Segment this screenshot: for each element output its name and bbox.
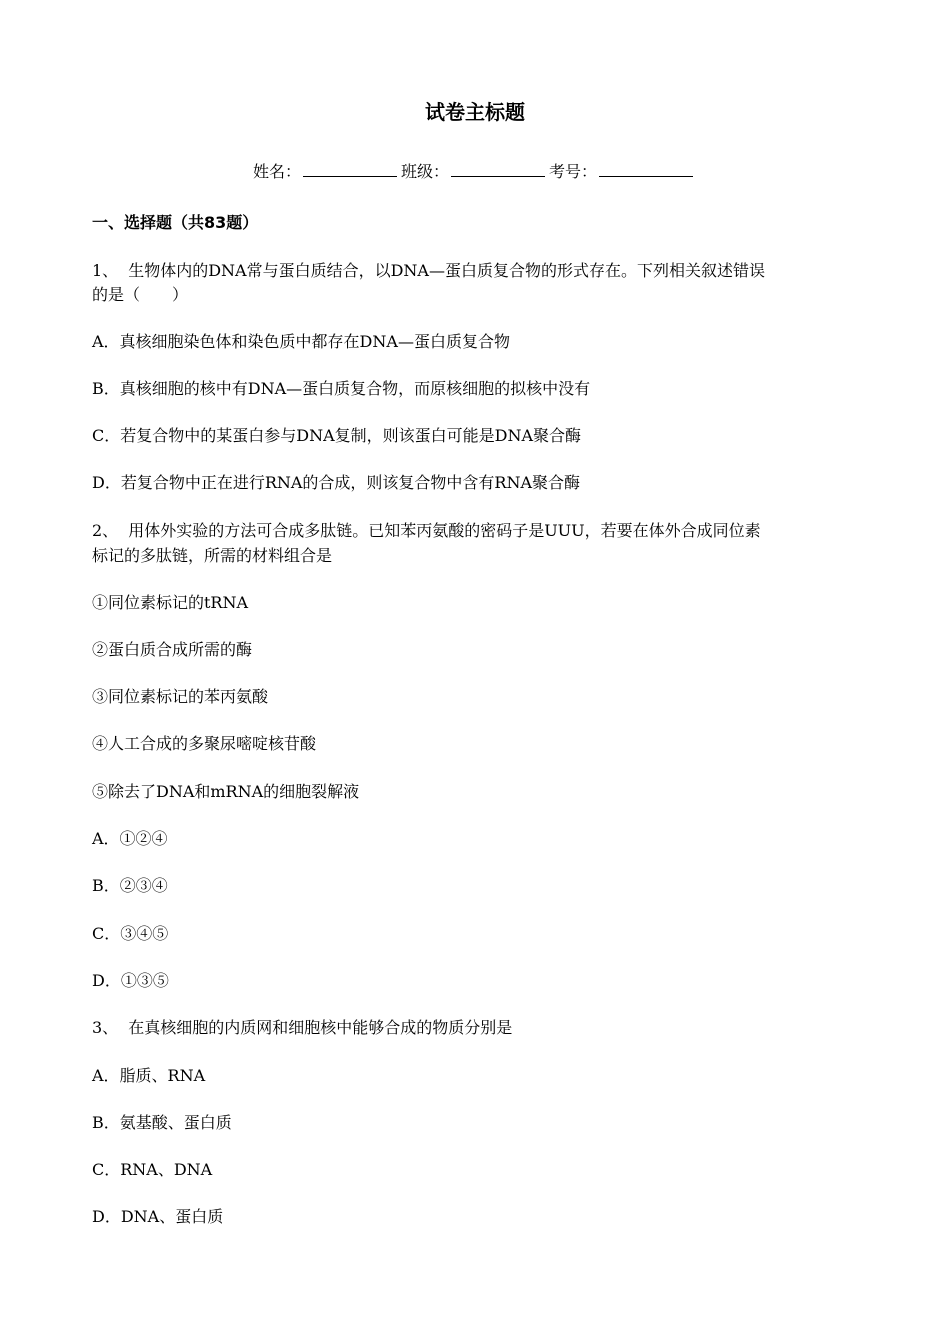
- question-1-option-b: B．真核细胞的核中有DNA—蛋白质复合物，而原核细胞的拟核中没有: [92, 379, 591, 398]
- exam-no-label: 考号：: [549, 162, 598, 181]
- question-3-option-d: D．DNA、蛋白质: [92, 1207, 224, 1226]
- question-3-option-b: B．氨基酸、蛋白质: [92, 1113, 232, 1132]
- question-number: 3、: [92, 1018, 119, 1037]
- question-1-option-c: C．若复合物中的某蛋白参与DNA复制，则该蛋白可能是DNA聚合酶: [92, 426, 582, 445]
- exam-no-blank: [599, 162, 693, 177]
- question-2-option-d: D．①③⑤: [92, 971, 169, 990]
- class-label: 班级：: [400, 162, 449, 181]
- question-2-item-3: ③同位素标记的苯丙氨酸: [92, 687, 269, 706]
- question-3-stem: [92, 1016, 872, 1040]
- question-2-item-5: ⑤除去了DNA和mRNA的细胞裂解液: [92, 782, 360, 801]
- question-1-stem: [92, 259, 872, 283]
- question-3-option-a: A．脂质、RNA: [92, 1066, 206, 1085]
- question-2-stem-cont: 标记的多肽链，所需的材料组合是: [92, 546, 333, 565]
- class-blank: [451, 162, 545, 177]
- question-2-item-1: ①同位素标记的tRNA: [92, 593, 249, 612]
- question-1-option-a: A．真核细胞染色体和染色质中都存在DNA—蛋白质复合物: [92, 332, 510, 351]
- question-number: 1、: [92, 261, 119, 280]
- question-text: 生物体内的DNA常与蛋白质结合，以DNA—蛋白质复合物的形式存在。下列相关叙述错误: [128, 261, 765, 280]
- question-2-option-b: B．②③④: [92, 876, 168, 895]
- section-heading: 一、选择题（共83题）: [92, 213, 259, 232]
- question-2-option-c: C．③④⑤: [92, 924, 169, 943]
- exam-title: 试卷主标题: [425, 100, 525, 124]
- question-3-option-c: C．RNA、DNA: [92, 1160, 213, 1179]
- question-2-item-2: ②蛋白质合成所需的酶: [92, 640, 253, 659]
- question-2-item-4: ④人工合成的多聚尿嘧啶核苷酸: [92, 734, 317, 753]
- question-2-stem: [92, 519, 872, 543]
- question-text: 在真核细胞的内质网和细胞核中能够合成的物质分别是: [128, 1018, 513, 1037]
- question-text: 用体外实验的方法可合成多肽链。已知苯丙氨酸的密码子是UUU，若要在体外合成同位素: [128, 521, 761, 540]
- question-2-option-a: A．①②④: [92, 829, 168, 848]
- question-1-stem-cont: 的是（ ）: [92, 285, 189, 304]
- question-1-option-d: D．若复合物中正在进行RNA的合成，则该复合物中含有RNA聚合酶: [92, 473, 581, 492]
- student-info-row: [0, 160, 950, 184]
- name-blank: [303, 162, 397, 177]
- name-label: 姓名：: [252, 162, 301, 181]
- question-number: 2、: [92, 521, 119, 540]
